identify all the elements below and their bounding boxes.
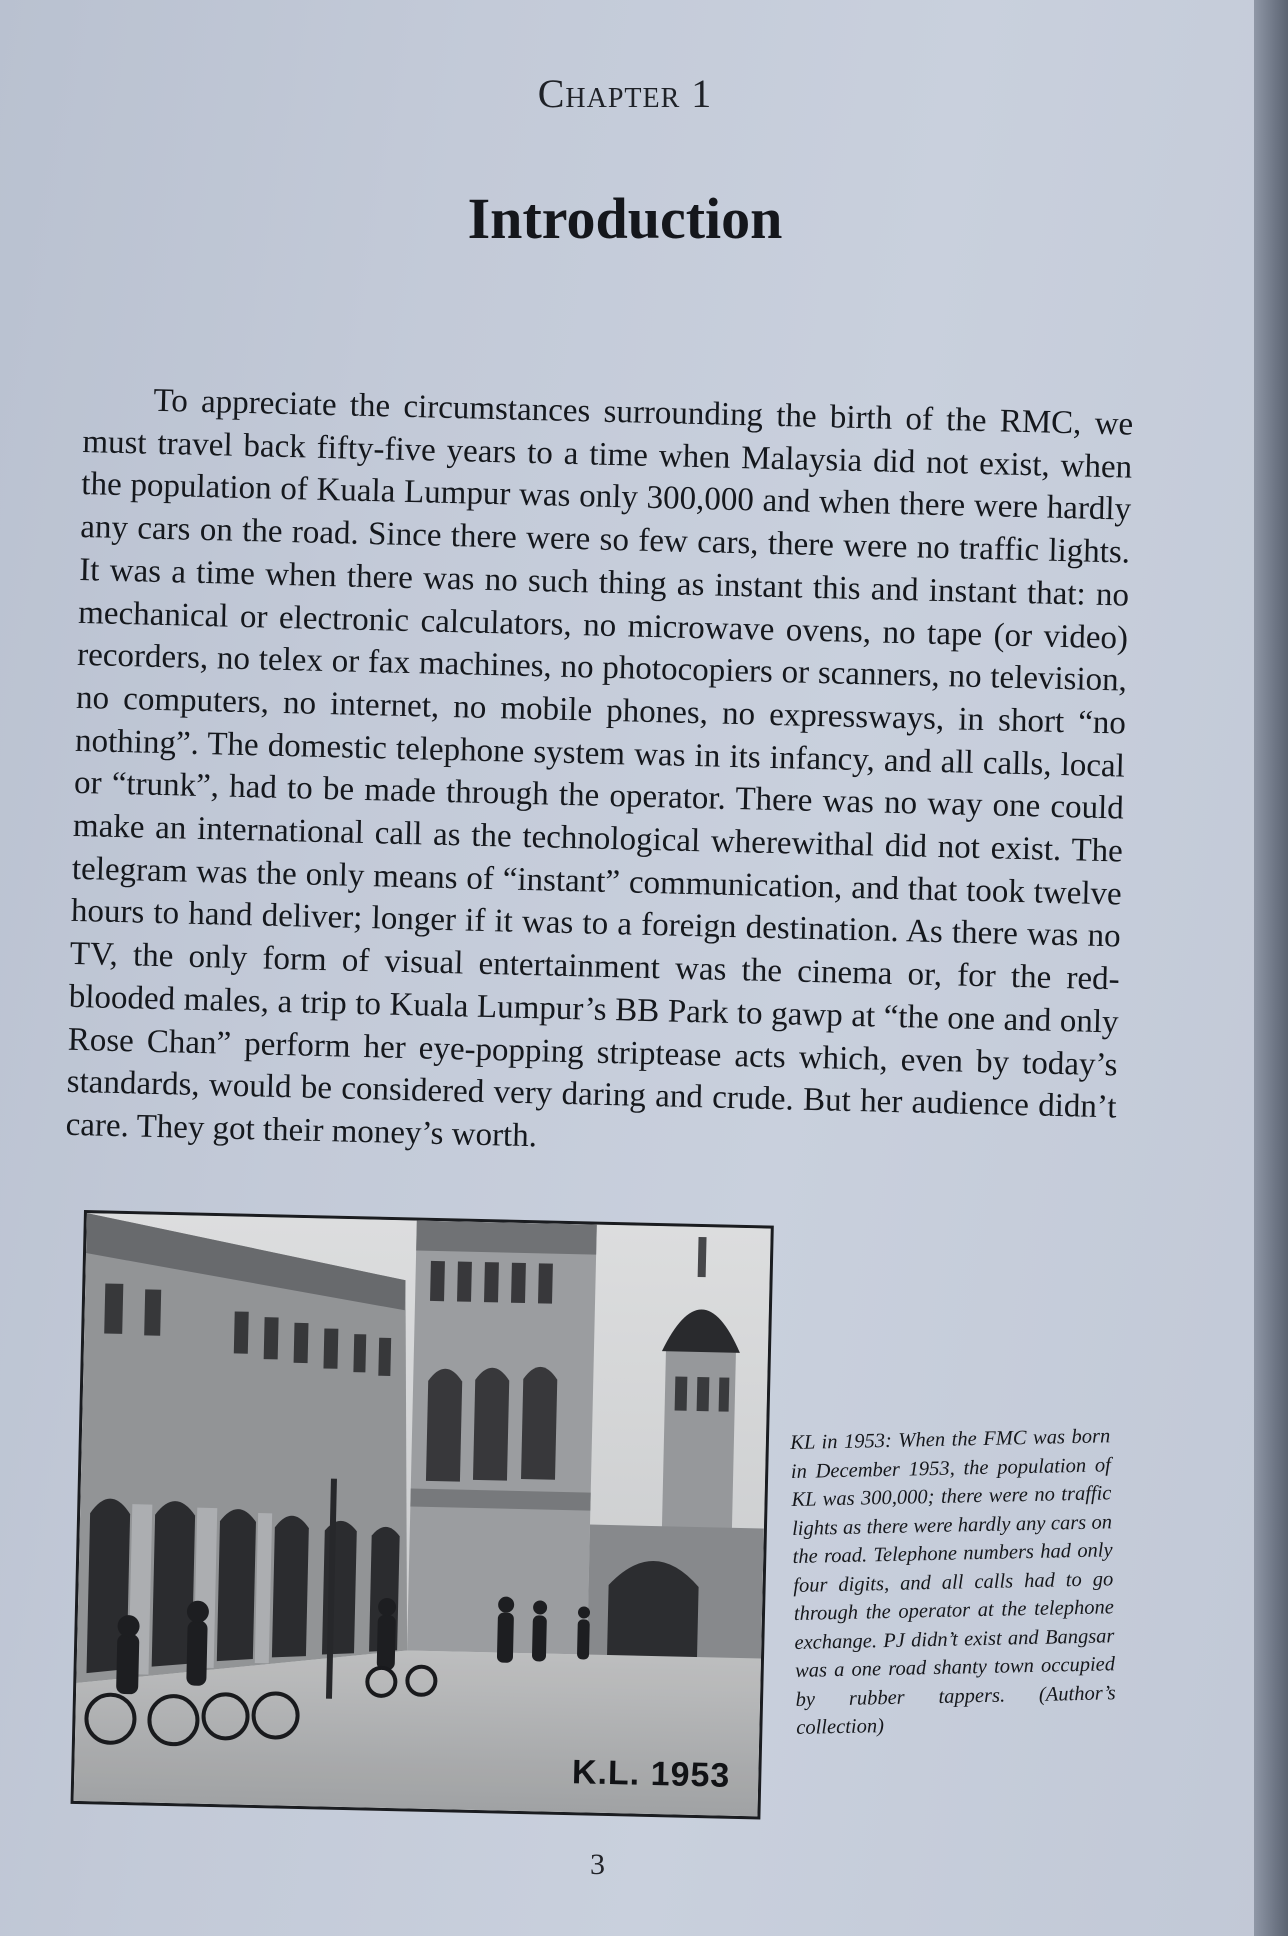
page-edge-shadow [1254, 0, 1288, 1936]
photo-label: K.L. 1953 [571, 1753, 731, 1795]
page-number: 3 [590, 1848, 605, 1881]
photo-caption: KL in 1953: When the FMC was born in December 1953, the population of KL was 300,000; there were no traffic lights as there were hardly any cars on the road. Telephone numbers had only four digits, and all calls had to go through the operator at the telephone exchange. PJ didn’t exist and Bangsar was a one road shanty town occupied by rubber tappers. (Author’s collection) [790, 1424, 1116, 1739]
page-title: Introduction [467, 186, 783, 251]
kl-building-photo-illustration [74, 1213, 771, 1816]
historic-photo [71, 1210, 774, 1820]
body-paragraph: To appreciate the circumstances surrounding the birth of the RMC, we must travel back fifty-five years to a time when Malaysia did not exist, when the population of Kuala Lumpur was only 300,000 and when there were hardly any cars on the road. Since there were so few cars, there were no traffic lights. It was a time when there was no such thing as instant this and instant that: no mechanical or electronic calculators, no microwave ovens, no tape (or video) recorders, no telex or fax machines, no photocopiers or scanners, no television, no computers, no internet, no mobile phones, no expressways, in short “no nothing”. The domestic telephone system was in its infancy, and all calls, local or “trunk”, had to be made through the operator. There was no way one could make an international call as the technological wherewithal did not exist. The telegram was the only means of “instant” communication, and that took twelve hours to hand deliver; longer if it was to a foreign destination. As there was no TV, the only form of visual entertainment was the cinema or, for the red-blooded males, a trip to Kuala Lumpur’s BB Park to gawp at “the one and only Rose Chan” perform her eye-popping striptease acts which, even by today’s standards, would be considered very daring and crude. But her audience didn’t care. They got their money’s worth. [65, 382, 1134, 1155]
chapter-heading: Chapter 1 [537, 71, 713, 116]
